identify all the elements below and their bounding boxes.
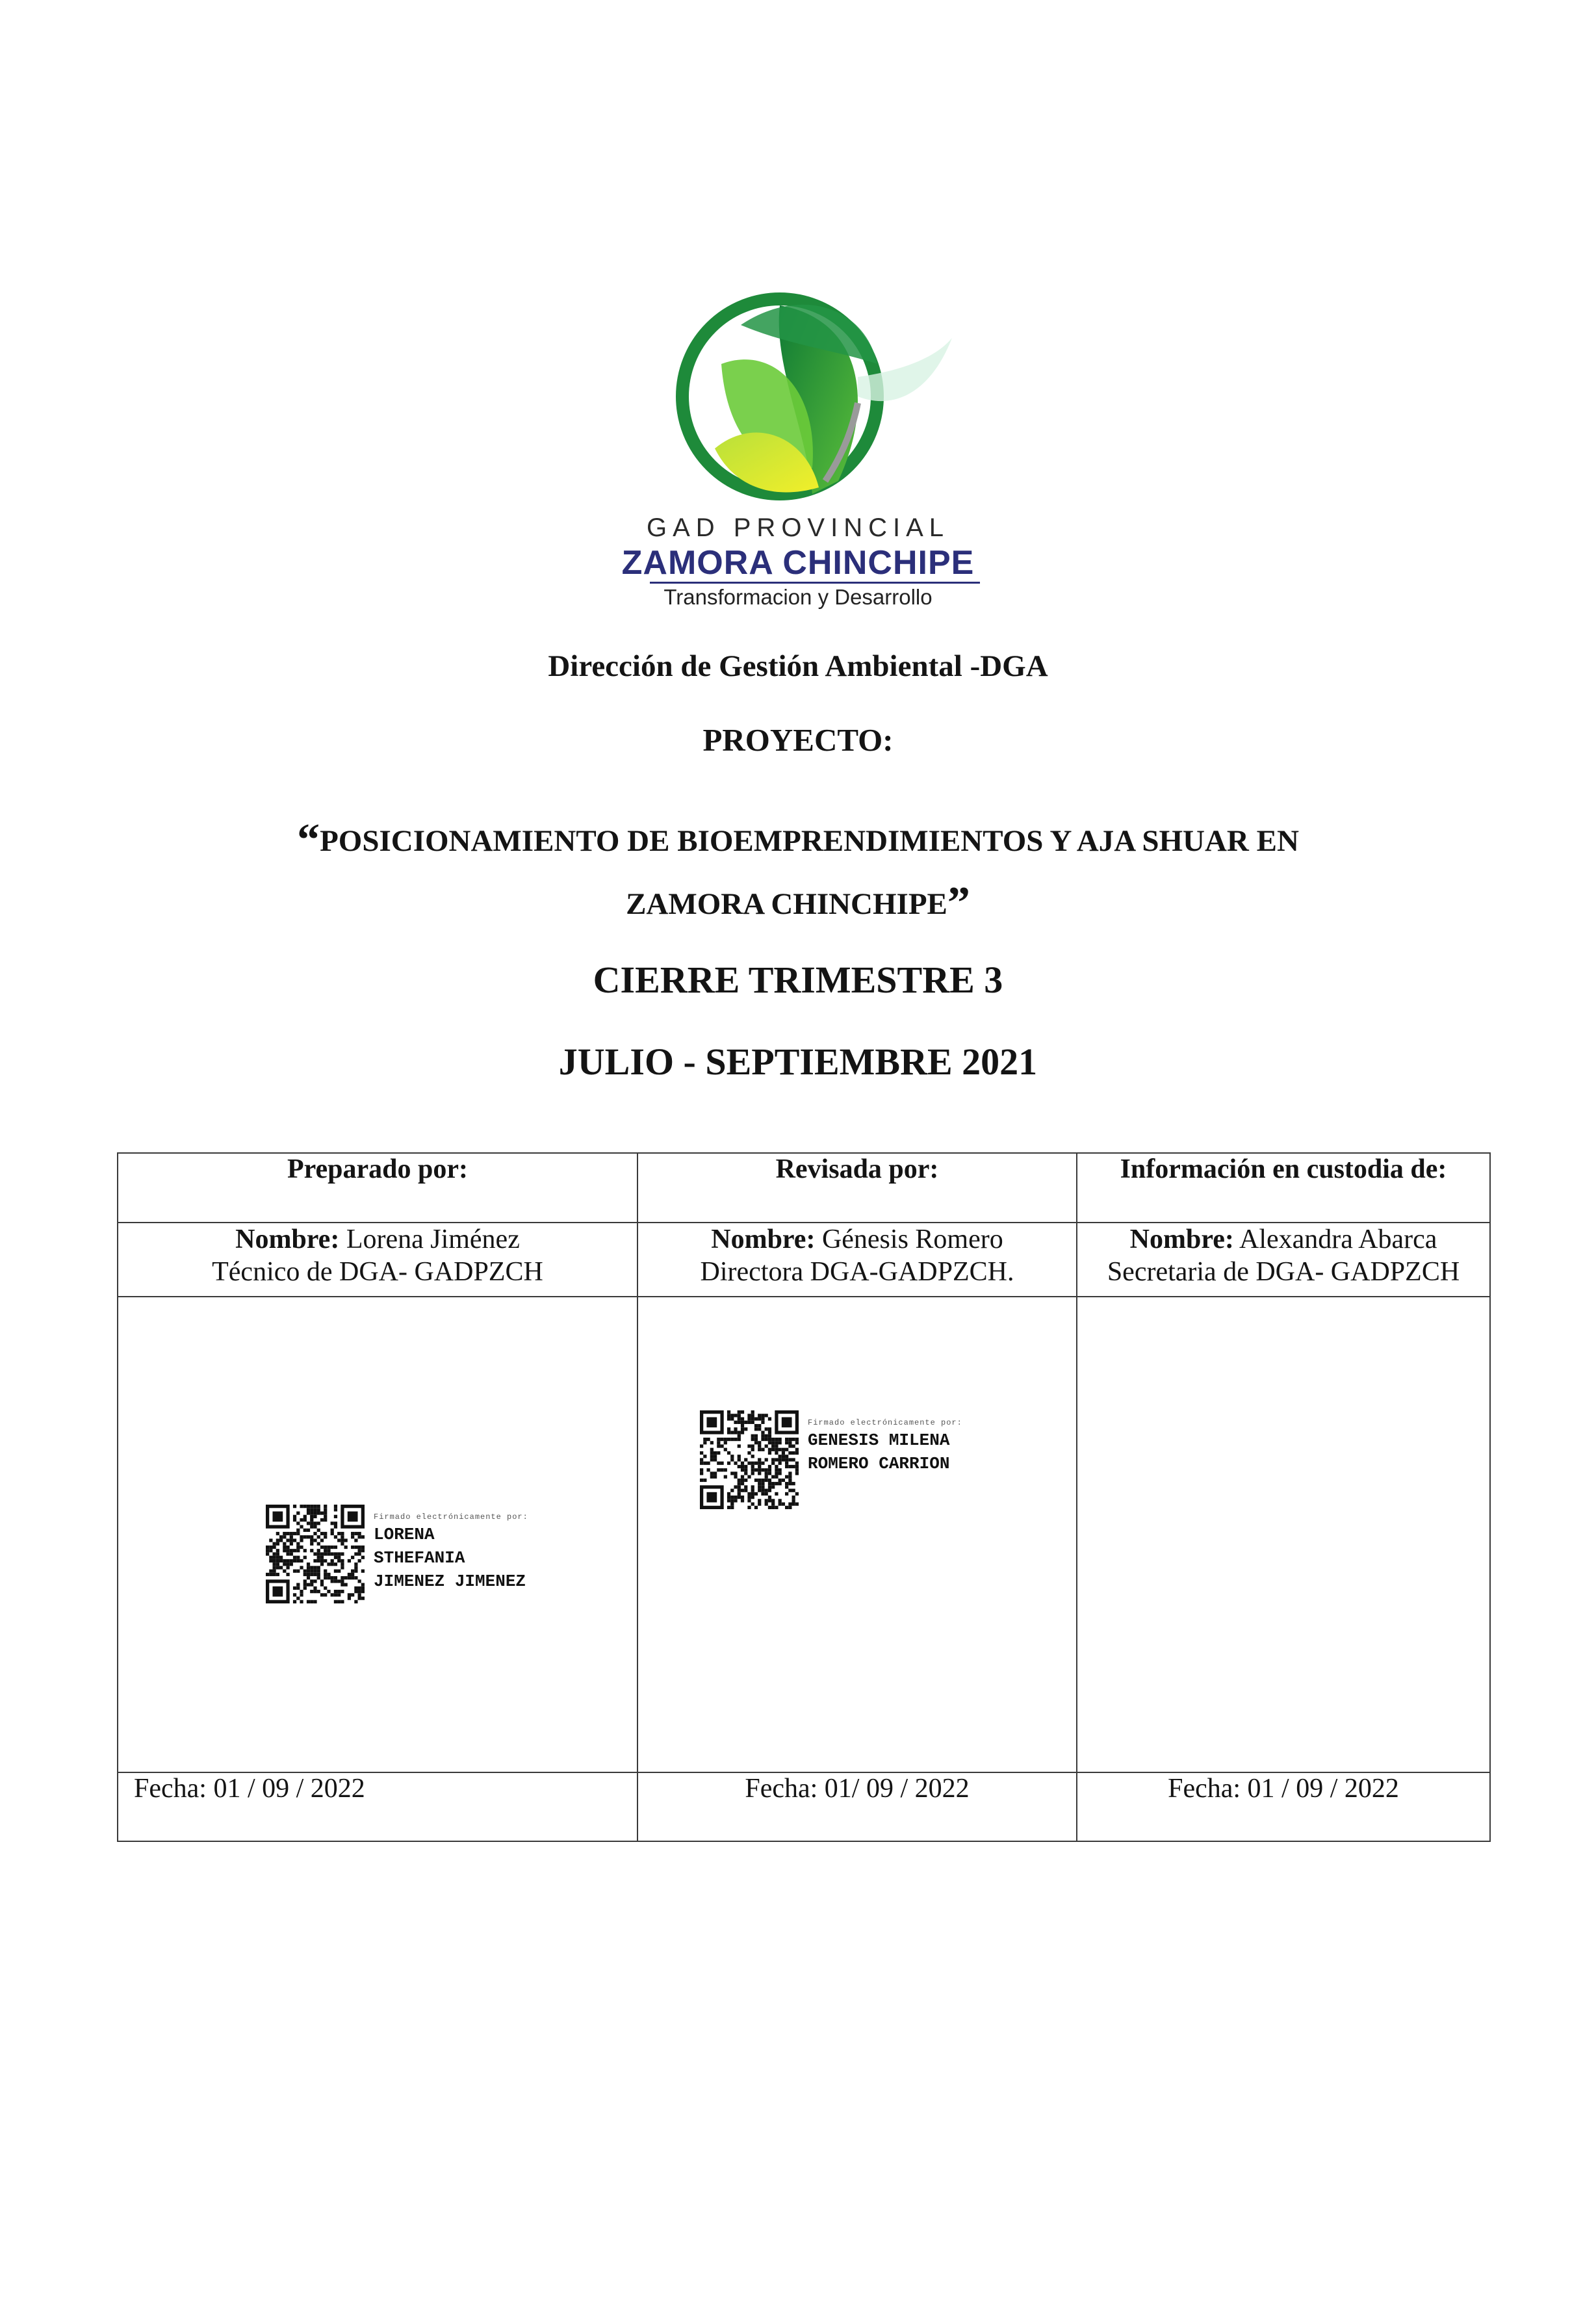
reviewed-person [637,1223,1077,1297]
name-label: Nombre: [1129,1224,1234,1254]
header-reviewed: Revisada por: [637,1153,1077,1223]
electronic-signature-stamp [700,1410,962,1509]
prepared-person [118,1223,637,1297]
project-title-line-1 [0,814,1596,866]
custody-date: Fecha: 01 / 09 / 2022 [1077,1772,1490,1841]
logo-line-2: ZAMORA CHINCHIPE [621,544,975,582]
header-custody: Información en custodia de: [1077,1153,1490,1223]
title-text-1: POSICIONAMIENTO DE BIOEMPRENDIMIENTOS Y AJA SHUAR EN [320,824,1299,858]
prepared-name: Lorena Jiménez [346,1224,520,1254]
stamp-name-line: JIMENEZ JIMENEZ [374,1572,526,1591]
stamp-name-line: GENESIS MILENA [808,1431,950,1450]
project-title-line-2 [0,877,1596,929]
stamp-caption: Firmado electrónicamente por: [808,1418,962,1427]
custody-signature-cell [1077,1297,1490,1772]
closing-heading: CIERRE TRIMESTRE 3 [593,959,1003,1001]
reviewed-date: Fecha: 01/ 09 / 2022 [637,1772,1077,1841]
header-prepared: Preparado por: [118,1153,637,1223]
qr-code-icon [266,1505,365,1603]
period-heading: JULIO - SEPTIEMBRE 2021 [558,1041,1038,1083]
signature-area-row [118,1297,1490,1772]
reviewed-signature-cell [637,1297,1077,1772]
prepared-signature-cell [118,1297,637,1772]
signature-names-row [118,1223,1490,1297]
custody-name: Alexandra Abarca [1239,1224,1437,1254]
signature-dates-row [118,1772,1490,1841]
name-label: Nombre: [235,1224,340,1254]
prepared-role: Técnico de DGA- GADPZCH [212,1257,543,1287]
signature-table [117,1152,1491,1842]
name-label: Nombre: [711,1224,816,1254]
open-quote: “ [297,815,320,865]
direction-heading: Dirección de Gestión Ambiental -DGA [548,649,1048,683]
stamp-caption: Firmado electrónicamente por: [374,1512,528,1522]
custody-person [1077,1223,1490,1297]
logo-divider [650,582,980,584]
custody-role: Secretaria de DGA- GADPZCH [1107,1257,1460,1287]
logo-line-1: GAD PROVINCIAL [646,513,950,542]
electronic-signature-stamp [266,1505,528,1603]
title-text-2: ZAMORA CHINCHIPE [626,887,947,921]
stamp-name-line: LORENA [374,1525,435,1544]
signature-header-row [118,1153,1490,1223]
project-label: PROYECTO: [702,722,894,758]
prepared-date: Fecha: 01 / 09 / 2022 [118,1772,637,1841]
reviewed-name: Génesis Romero [821,1224,1003,1254]
reviewed-role: Directora DGA-GADPZCH. [700,1257,1014,1287]
close-quote: ” [947,878,970,928]
stamp-name-line: STHEFANIA [374,1548,465,1568]
stamp-name-line: ROMERO CARRION [808,1454,950,1473]
qr-code-icon [700,1410,799,1509]
gad-logo-icon [643,266,955,513]
logo-tagline: Transformacion y Desarrollo [663,585,933,609]
